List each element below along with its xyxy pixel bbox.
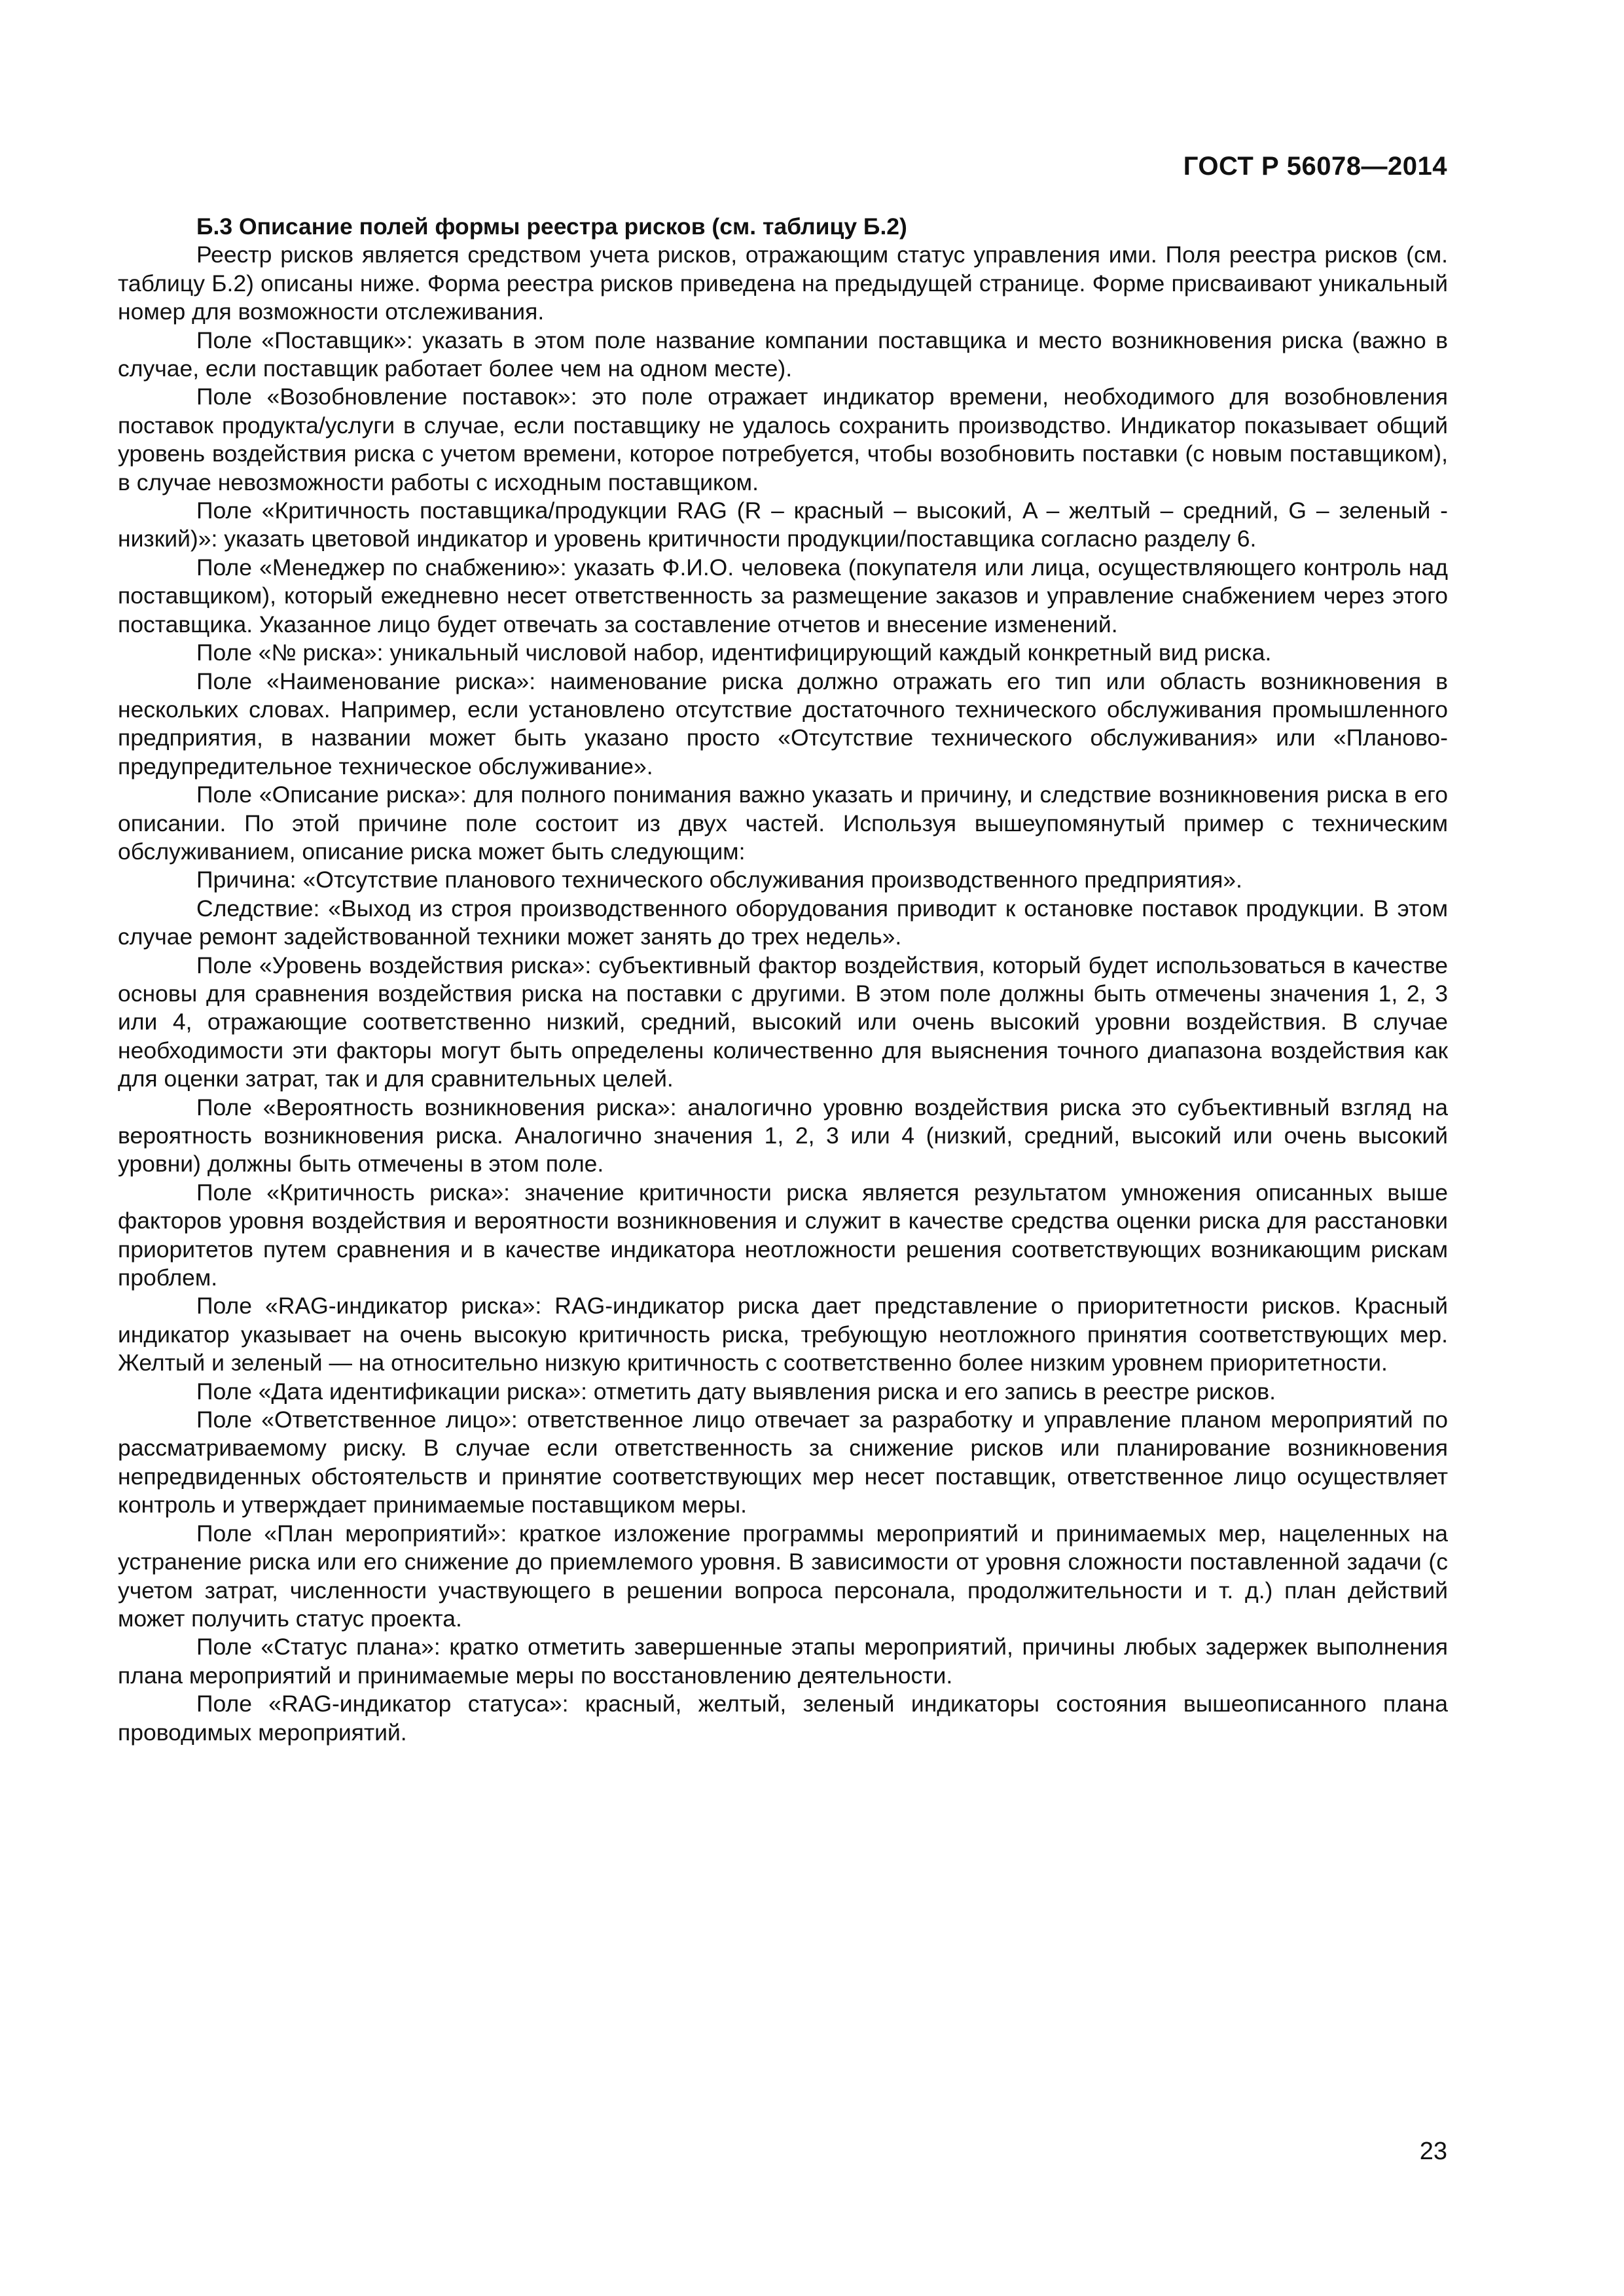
paragraph: Поле «Поставщик»: указать в этом поле название компании поставщика и место возникновения риска (важно в случае, если поставщик работает более чем на одном месте). [118, 327, 1448, 382]
paragraph: Поле «Критичность поставщика/продукции RAG (R – красный – высокий, A – желтый – средний, G – зеленый - низкий)»: указать цветовой индикатор и уровень критичности продукции/поставщика согласно разделу 6. [118, 497, 1448, 552]
paragraph: Поле «Критичность риска»: значение критичности риска является результатом умножения описанных выше факторов уровня воздействия и вероятности возникновения и служит в качестве средства оценки риска для расстановки приоритетов путем сравнения и в качестве индикатора неотложности решения соответствующих возникающим рискам проблем. [118, 1179, 1448, 1291]
paragraph: Поле «Статус плана»: кратко отметить завершенные этапы мероприятий, причины любых задержек выполнения плана мероприятий и принимаемые меры по восстановлению деятельности. [118, 1634, 1448, 1689]
paragraph: Поле «Возобновление поставок»: это поле отражает индикатор времени, необходимого для возобновления поставок продукта/услуги в случае, если поставщику не удалось сохранить производство. Индикатор показывает общий уровень воздействия риска с учетом времени, которое потребуется, чтобы возобновить поставки (с новым поставщиком), в случае невозможности работы с исходным поставщиком. [118, 384, 1448, 495]
paragraph: Поле «Ответственное лицо»: ответственное лицо отвечает за разработку и управление планом мероприятий по рассматриваемому риску. В случае если ответственность за снижение рисков или планирование возникновения непредвиденных обстоятельств и принятие соответствующих мер несет поставщик, ответственное лицо осуществляет контроль и утверждает принимаемые поставщиком меры. [118, 1407, 1448, 1518]
paragraph: Следствие: «Выход из строя производственного оборудования приводит к остановке поставок продукции. В этом случае ремонт задействованной техники может занять до трех недель». [118, 895, 1448, 950]
paragraph: Причина: «Отсутствие планового технического обслуживания производственного предприятия». [196, 867, 1242, 893]
page-number: 23 [1419, 2138, 1447, 2165]
paragraph: Поле «План мероприятий»: краткое изложение программы мероприятий и принимаемых мер, нацеленных на устранение риска или его снижение до приемлемого уровня. В зависимости от уровня сложности поставленной задачи (с учетом затрат, численности участвующего в решении вопроса персонала, продолжительности и т. д.) план действий может получить статус проекта. [118, 1520, 1448, 1632]
paragraph: Поле «Вероятность возникновения риска»: аналогично уровню воздействия риска это субъективный взгляд на вероятность возникновения риска. Аналогично значения 1, 2, 3 или 4 (низкий, средний, высокий или очень высокий уровни) должны быть отмечены в этом поле. [118, 1094, 1448, 1177]
section-title: Б.3 Описание полей формы реестра рисков (см. таблицу Б.2) [196, 213, 907, 240]
paragraph: Поле «№ риска»: уникальный числовой набор, идентифицирующий каждый конкретный вид риска. [196, 639, 1272, 666]
section-body [118, 213, 1448, 1747]
paragraph: Поле «Дата идентификации риска»: отметить дату выявления риска и его запись в реестре рисков. [196, 1378, 1276, 1405]
paragraph: Поле «Уровень воздействия риска»: субъективный фактор воздействия, который будет использоваться в качестве основы для сравнения воздействия риска на поставки с другими. В этом поле должны быть отмечены значения 1, 2, 3 или 4, отражающие соответственно низкий, средний, высокий или очень высокий уровни воздействия. В случае необходимости эти факторы могут быть определены количественно для выяснения точного диапазона воздействия как для оценки затрат, так и для сравнительных целей. [118, 952, 1448, 1092]
document-id: ГОСТ Р 56078—2014 [1183, 152, 1447, 181]
paragraph: Поле «RAG-индикатор статуса»: красный, желтый, зеленый индикаторы состояния вышеописанного плана проводимых мероприятий. [118, 1691, 1448, 1746]
paragraph: Поле «Наименование риска»: наименование риска должно отражать его тип или область возникновения в нескольких словах. Например, если установлено отсутствие достаточного технического обслуживания промышленного предприятия, в названии может быть указано просто «Отсутствие технического обслуживания» или «Планово-предупредительное техническое обслуживание». [118, 668, 1448, 780]
paragraph: Реестр рисков является средством учета рисков, отражающим статус управления ими. Поля реестра рисков (см. таблицу Б.2) описаны ниже. Форма реестра рисков приведена на предыдущей странице. Форме присваивают уникальный номер для возможности отслеживания. [118, 242, 1448, 325]
paragraph: Поле «Описание риска»: для полного понимания важно указать и причину, и следствие возникновения риска в его описании. По этой причине поле состоит из двух частей. Используя вышеупомянутый пример с техническим обслуживанием, описание риска может быть следующим: [118, 781, 1448, 865]
paragraph: Поле «Менеджер по снабжению»: указать Ф.И.О. человека (покупателя или лица, осуществляющего контроль над поставщиком), который ежедневно несет ответственность за размещение заказов и управление снабжением через этого поставщика. Указанное лицо будет отвечать за составление отчетов и внесение изменений. [118, 554, 1448, 637]
paragraph: Поле «RAG-индикатор риска»: RAG-индикатор риска дает представление о приоритетности рисков. Красный индикатор указывает на очень высокую критичность риска, требующую неотложного принятия соответствующих мер. Желтый и зеленый — на относительно низкую критичность с соответственно более низким уровнем приоритетности. [118, 1293, 1448, 1376]
